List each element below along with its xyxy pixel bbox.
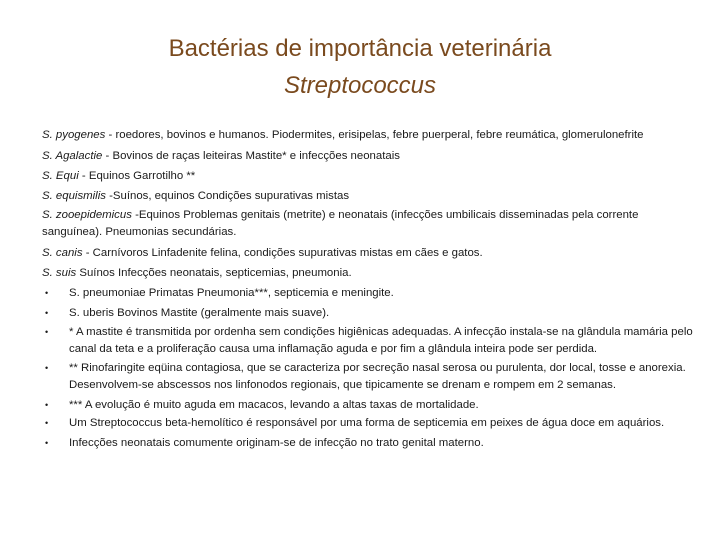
entry-text: - Carnívoros Linfadenite felina, condições supurativas mistas em cães e gatos. (82, 247, 483, 259)
title-line-main: Bactérias de importância veterinária (168, 35, 552, 62)
entry-agalactie (42, 147, 697, 165)
list-item (42, 434, 697, 452)
bullet-icon: • (45, 438, 49, 448)
entry-text: - Equinos Garrotilho ** (78, 170, 196, 182)
list-item (42, 304, 697, 322)
list-item-text: *** A evolução é muito aguda em macacos, levando a altas taxas de mortalidade. (69, 399, 479, 411)
entry-suis (42, 264, 697, 282)
slide-body (42, 127, 697, 452)
list-item (42, 396, 697, 414)
entry-text: Suínos Infecções neonatais, septicemias, pneumonia. (76, 267, 352, 279)
entry-text: -Equinos Problemas genitais (metrite) e neonatais (infecções umbilicais disseminadas pela corrente sanguínea). Pneumonias secundárias. (42, 209, 639, 238)
list-item (42, 284, 697, 302)
list-item-text: ** Rinofaringite eqüina contagiosa, que se caracteriza por secreção nasal serosa ou purulenta, dor local, tosse e anorexia. Desenvolvem-se abscessos nos linfonodos regionais, que tipicamente se drenam e rompem em 2 semanas. (69, 362, 686, 391)
entry-text: - roedores, bovinos e humanos. Piodermites, erisipelas, febre puerperal, febre reumática, glomerulonefrite (105, 129, 644, 141)
list-item-text: S. pneumoniae Primatas Pneumonia***, septicemia e meningite. (69, 287, 394, 299)
entry-equi (42, 167, 697, 185)
entry-text: - Bovinos de raças leiteiras Mastite* e infecções neonatais (102, 150, 400, 162)
bullet-icon: • (45, 363, 49, 373)
species-name: S. Equi (42, 170, 79, 182)
species-name: S. equismilis (42, 190, 106, 202)
bullet-icon: • (45, 288, 49, 298)
bullet-icon: • (45, 400, 49, 410)
bullet-list (42, 284, 697, 452)
list-item (42, 360, 697, 394)
bullet-icon: • (45, 308, 49, 318)
list-item-text: Um Streptococcus beta-hemolítico é responsável por uma forma de septicemia em peixes de água doce em aquários. (69, 417, 665, 429)
entry-pyogenes (42, 127, 697, 144)
list-item-text: * A mastite é transmitida por ordenha sem condições higiênicas adequadas. A infecção instala-se na glândula mamária pelo canal da teta e a proliferação causa uma inflamação aguda e por fim a glândula inteira pode ser perdida. (69, 326, 693, 355)
list-item-text: S. uberis Bovinos Mastite (geralmente mais suave). (69, 307, 330, 319)
species-name: S. zooepidemicus (42, 209, 132, 221)
slide-title (0, 30, 720, 104)
entry-equismilis (42, 187, 697, 205)
bullet-icon: • (45, 418, 49, 428)
bullet-icon: • (45, 327, 49, 337)
title-line-genus: Streptococcus (283, 72, 437, 99)
entry-zooepidemicus (42, 207, 697, 241)
entry-canis (42, 244, 697, 262)
list-item (42, 415, 697, 432)
species-name: S. suis (42, 267, 77, 279)
list-item-text: Infecções neonatais comumente originam-se de infecção no trato genital materno. (69, 437, 484, 449)
species-name: S. canis (42, 247, 83, 259)
list-item (42, 324, 697, 358)
species-name: S. pyogenes (42, 129, 106, 141)
entry-text: -Suínos, equinos Condições supurativas mistas (105, 190, 350, 202)
species-name: S. Agalactie (42, 150, 103, 162)
